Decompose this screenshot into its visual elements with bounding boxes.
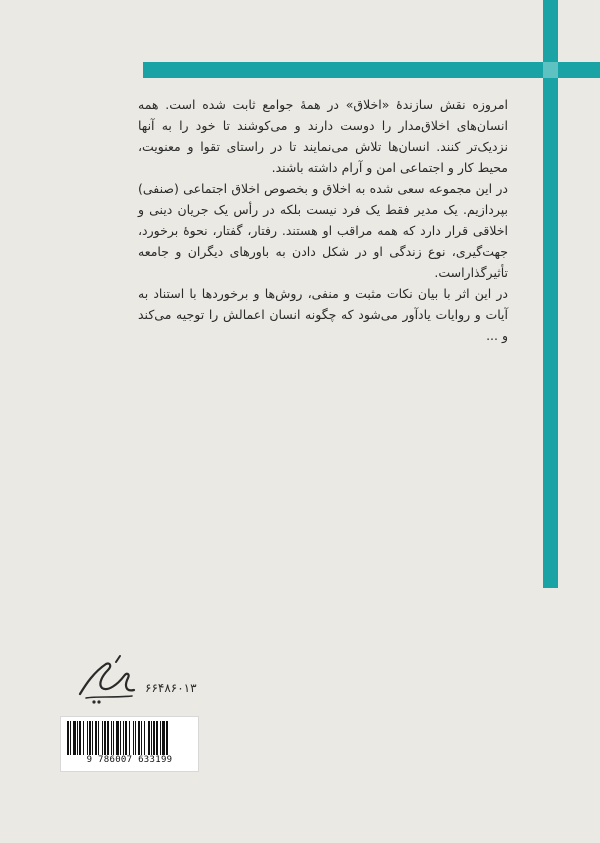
blurb-paragraph-3: در این اثر با بیان نکات مثبت و منفی، روش‌ها و برخوردها با استناد به آیات و روایات یادآور می‌شود که چگونه انسان اعمالش را توجیه می‌کند و ...: [138, 286, 508, 343]
barcode-bars: [67, 721, 192, 755]
blurb-text: [138, 94, 508, 346]
accent-bar-intersection: [543, 62, 558, 78]
vertical-accent-bar: [543, 0, 558, 588]
barcode-digits: 9 786007 633199: [86, 755, 173, 765]
blurb-paragraph-2: در این مجموعه سعی شده به اخلاق و بخصوص اخلاق اجتماعی (صنفی) بپردازیم. یک مدیر فقط یک فرد نیست بلکه در رأس یک جریان دینی و اخلاقی قرار دارد که همه مراقب او هستند. رفتار، گفتار، نحوۀ برخورد، جهت‌گیری، نوع زندگی او در شکل دادن به باورهای دیگران و جامعه تأثیرگذاراست.: [138, 181, 508, 280]
blurb-paragraph-1: امروزه نقش سازندۀ «اخلاق» در همۀ جوامع ثابت شده است. همه انسان‌های اخلاق‌مدار را دوست دارند و می‌کوشند تا خود را به آنها نزدیک‌تر کنند. انسان‌ها تلاش می‌نمایند تا در راستای تقوا و معنویت، محیط کار و اجتماعی امن و آرام داشته باشند.: [138, 97, 508, 175]
publisher-calligraphy-logo-icon: [72, 654, 144, 706]
isbn-barcode: [60, 716, 199, 772]
publisher-phone-number: ۶۶۴۸۶۰۱۳: [145, 681, 197, 695]
horizontal-accent-bar: [143, 62, 600, 78]
